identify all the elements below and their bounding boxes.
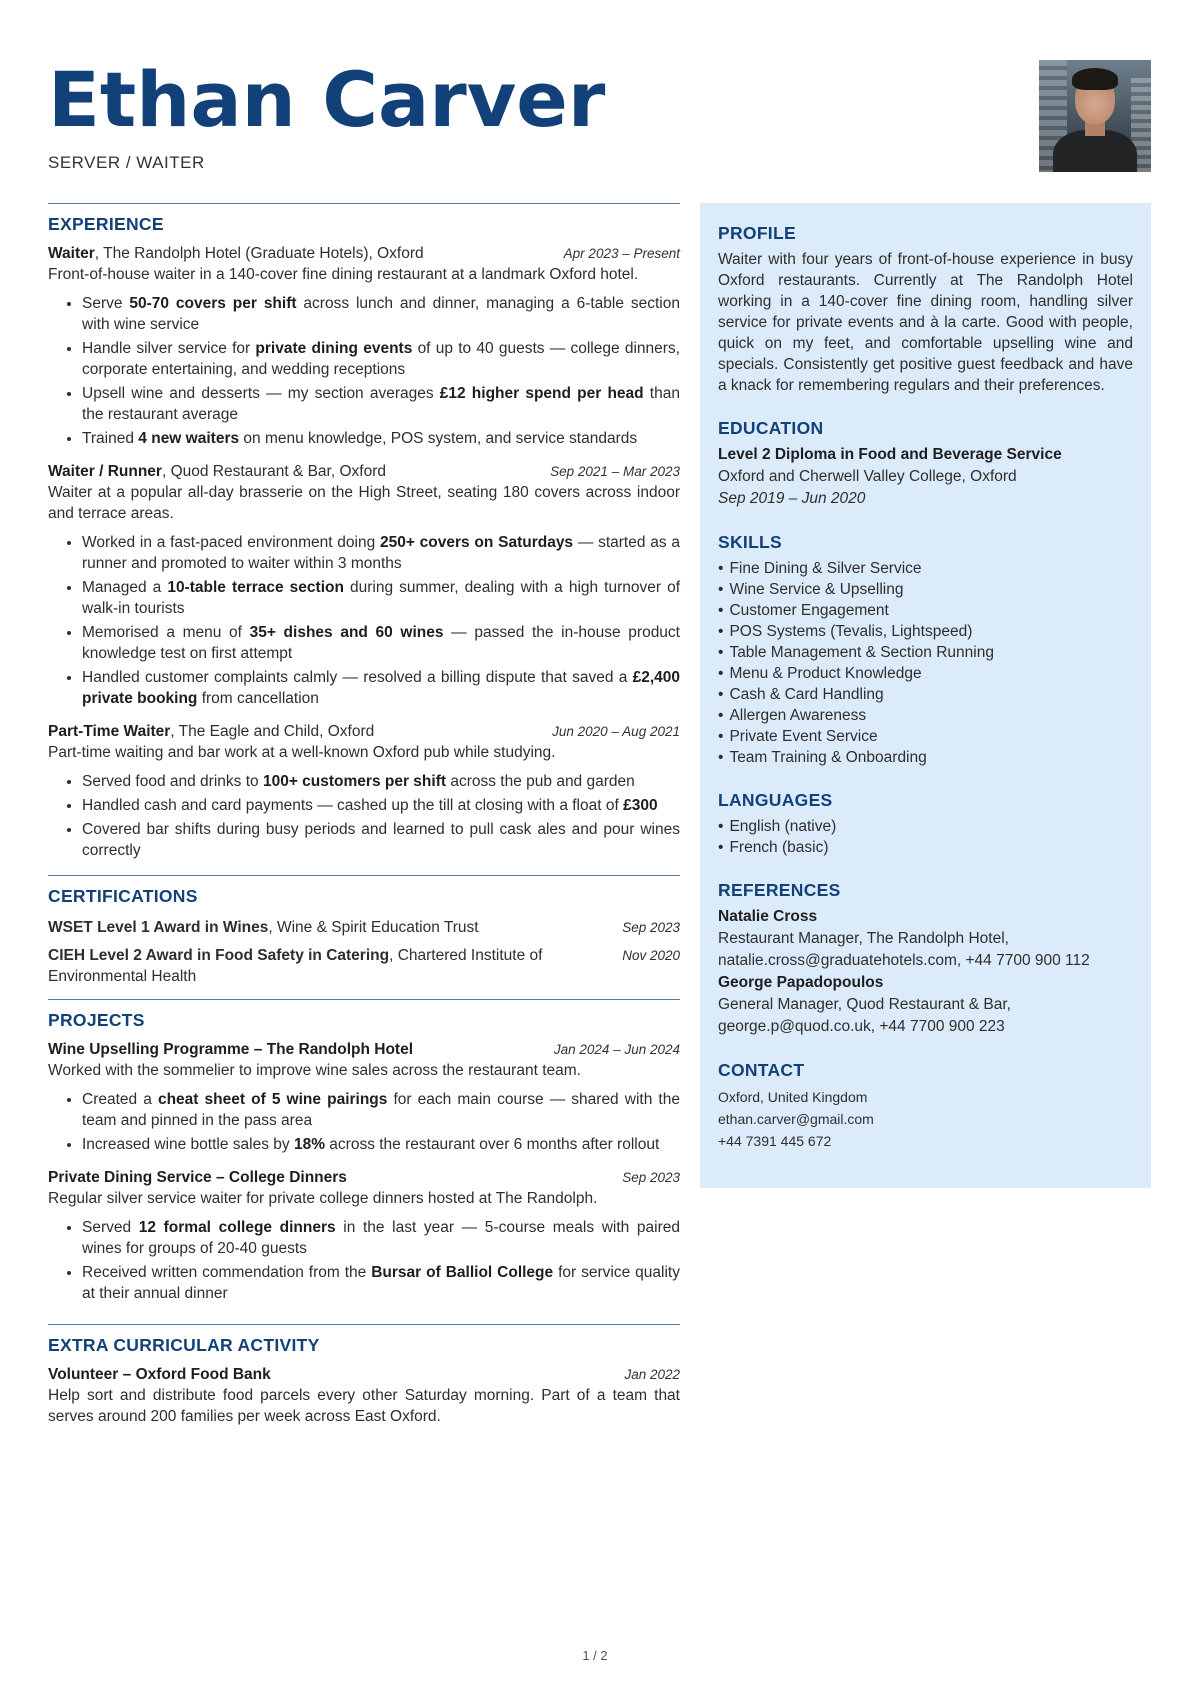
section-title-languages: LANGUAGES	[718, 790, 833, 810]
language-item: • English (native)	[718, 816, 1133, 837]
job-role: Part-Time Waiter	[48, 723, 171, 740]
section-title-certifications: CERTIFICATIONS	[48, 886, 198, 906]
job-employer: , The Eagle and Child, Oxford	[170, 723, 375, 740]
entry-header	[48, 1169, 680, 1187]
certification-item	[48, 945, 680, 987]
bullet-text: — passed the in-house product knowledge test on first attempt	[82, 624, 680, 662]
experience-entry	[48, 723, 680, 861]
entry-description: Worked with the sommelier to improve wine sales across the restaurant team.	[48, 1062, 581, 1079]
main-column	[48, 203, 680, 1427]
bullet-text: across lunch and dinner, managing a 6-table section with wine service	[82, 295, 680, 333]
entry-description: Help sort and distribute food parcels every other Saturday morning. Part of a team that serves around 200 families per week across East Oxford.	[48, 1387, 680, 1425]
bullet-highlight: 35+ dishes and 60 wines	[249, 624, 444, 641]
contact-location: Oxford, United Kingdom	[718, 1089, 868, 1105]
languages-section	[718, 790, 1133, 858]
skill-item: • POS Systems (Tevalis, Lightspeed)	[718, 621, 1133, 642]
entry-header	[48, 1041, 680, 1059]
bullet-text: than the restaurant average	[82, 385, 680, 423]
bullet-item	[82, 532, 680, 574]
references-section	[718, 880, 1133, 1038]
bullet-highlight: Bursar of Balliol College	[371, 1264, 554, 1281]
certification-org: , Chartered Institute of Environmental Health	[48, 947, 543, 985]
bullet-list	[48, 771, 680, 861]
bullet-highlight: 10-table terrace section	[167, 579, 344, 596]
entry-description: Part-time waiting and bar work at a well-known Oxford pub while studying.	[48, 744, 556, 761]
bullet-highlight: £2,400 private booking	[82, 669, 680, 707]
entry-date: Jan 2022	[624, 1367, 680, 1382]
languages-list	[718, 816, 1133, 858]
profile-photo	[1039, 60, 1151, 172]
entry-date: Apr 2023 – Present	[563, 246, 680, 261]
education-degree: Level 2 Diploma in Food and Beverage Service	[718, 446, 1062, 463]
skill-item: • Wine Service & Upselling	[718, 579, 1133, 600]
bullet-text: Handled customer complaints calmly — resolved a billing dispute that saved a	[82, 669, 633, 686]
bullet-highlight: £12 higher spend per head	[439, 385, 644, 402]
bullet-text: during summer, dealing with a high turnover of walk-in tourists	[82, 579, 680, 617]
skills-list	[718, 558, 1133, 768]
bullet-text: for each main course — shared with the team and pinned in the pass area	[82, 1091, 680, 1129]
certification-org: , Wine & Spirit Education Trust	[268, 919, 479, 936]
projects-section	[48, 999, 680, 1304]
skill-item: • Private Event Service	[718, 726, 1133, 747]
entry-header	[48, 245, 680, 263]
entry-title-wrap	[48, 1041, 413, 1059]
bullet-text: Served food and drinks to	[82, 773, 263, 790]
extra-curricular-section	[48, 1324, 680, 1427]
project-entry	[48, 1041, 680, 1155]
certification-item	[48, 917, 680, 938]
entry-date: Sep 2023	[622, 1170, 680, 1185]
entry-date: Jun 2020 – Aug 2021	[552, 724, 680, 739]
entry-title-wrap	[48, 1169, 347, 1187]
certification-date: Nov 2020	[622, 948, 680, 963]
experience-section	[48, 203, 680, 861]
entry-title	[48, 723, 374, 741]
skill-item: • Fine Dining & Silver Service	[718, 558, 1133, 579]
bullet-list	[48, 1089, 680, 1155]
bullet-item	[82, 667, 680, 709]
education-school: Oxford and Cherwell Valley College, Oxford	[718, 468, 1017, 485]
section-title-profile: PROFILE	[718, 223, 796, 243]
certification-title	[48, 945, 602, 987]
bullet-list	[48, 532, 680, 709]
language-item: • French (basic)	[718, 837, 1133, 858]
certification-name: CIEH Level 2 Award in Food Safety in Catering	[48, 947, 390, 964]
entry-date: Sep 2021 – Mar 2023	[550, 464, 680, 479]
bullet-list	[48, 1217, 680, 1304]
entry-description: Regular silver service waiter for private college dinners hosted at The Randolph.	[48, 1190, 598, 1207]
job-role: Waiter / Runner	[48, 463, 162, 480]
contact-phone[interactable]: +44 7391 445 672	[718, 1133, 832, 1149]
bullet-text: on menu knowledge, POS system, and service standards	[239, 430, 638, 447]
bullet-item	[82, 795, 680, 816]
bullet-text: across the pub and garden	[446, 773, 635, 790]
certification-title	[48, 917, 479, 938]
bullet-text: — started as a runner and promoted to waiter within 3 months	[82, 534, 680, 572]
job-role: Waiter	[48, 245, 95, 262]
bullet-item	[82, 577, 680, 619]
bullet-item	[82, 771, 680, 792]
education-dates: Sep 2019 – Jun 2020	[718, 490, 866, 507]
entry-description: Front-of-house waiter in a 140-cover fine dining restaurant at a landmark Oxford hotel.	[48, 266, 639, 283]
section-divider	[48, 875, 680, 876]
bullet-item	[82, 293, 680, 335]
experience-entry	[48, 463, 680, 709]
entry-header	[48, 1366, 680, 1384]
entry-date: Jan 2024 – Jun 2024	[553, 1042, 680, 1057]
skill-item: • Team Training & Onboarding	[718, 747, 1133, 768]
bullet-text: of up to 40 guests — college dinners, corporate entertaining, and wedding receptions	[82, 340, 680, 378]
bullet-item	[82, 622, 680, 664]
bullet-item	[82, 428, 680, 449]
section-title-education: EDUCATION	[718, 418, 824, 438]
bullet-highlight: 100+ customers per shift	[262, 773, 447, 790]
section-title-contact: CONTACT	[718, 1060, 805, 1080]
entry-description: Waiter at a popular all-day brasserie on the High Street, seating 180 covers across indoor and terrace areas.	[48, 484, 680, 522]
profile-text: Waiter with four years of front-of-house experience in busy Oxford restaurants. Currently at The Randolph Hotel working in a 140-cover fine dining room, handling silver service for private events and à la carte. Good with people, quick on my feet, and comfortable upselling wine and specials. Consistently get positive guest feedback and have a knack for remembering regulars and their preferences.	[718, 251, 1133, 394]
education-section	[718, 418, 1133, 510]
job-employer: , Quod Restaurant & Bar, Oxford	[161, 463, 386, 480]
bullet-highlight: 18%	[293, 1136, 325, 1153]
profile-section	[718, 223, 1133, 396]
bullet-highlight: 250+ covers on Saturdays	[379, 534, 574, 551]
project-entry	[48, 1169, 680, 1304]
certification-name: WSET Level 1 Award in Wines	[48, 919, 269, 936]
bullet-item	[82, 1217, 680, 1259]
bullet-text: across the restaurant over 6 months after rollout	[324, 1136, 660, 1153]
job-employer: , The Randolph Hotel (Graduate Hotels), Oxford	[94, 245, 424, 262]
bullet-highlight: 12 formal college dinners	[138, 1219, 336, 1236]
bullet-text: Created a	[82, 1091, 158, 1108]
section-title-skills: SKILLS	[718, 532, 783, 552]
bullet-text: Served	[82, 1219, 139, 1236]
page-number: 1 / 2	[582, 1648, 608, 1663]
bullet-text: for service quality at their annual dinner	[82, 1264, 680, 1302]
skill-item: • Menu & Product Knowledge	[718, 663, 1133, 684]
entry-header	[48, 463, 680, 481]
candidate-name: Ethan Carver	[48, 55, 606, 144]
contact-email[interactable]: ethan.carver@gmail.com	[718, 1111, 874, 1127]
bullet-text: from cancellation	[197, 690, 319, 707]
bullet-item	[82, 1089, 680, 1131]
bullet-highlight: 50-70 covers per shift	[129, 295, 297, 312]
bullet-text: Trained	[82, 430, 139, 447]
reference-detail: Restaurant Manager, The Randolph Hotel, natalie.cross@graduatehotels.com, +44 7700 900 112	[718, 930, 1090, 969]
bullet-text: Handled cash and card payments — cashed up the till at closing with a float of	[82, 797, 624, 814]
bullet-list	[48, 293, 680, 449]
sidebar	[700, 203, 1151, 1188]
section-divider	[48, 1324, 680, 1325]
section-title-extra: EXTRA CURRICULAR ACTIVITY	[48, 1335, 320, 1355]
project-name: Wine Upselling Programme – The Randolph Hotel	[48, 1041, 414, 1058]
bullet-text: Memorised a menu of	[82, 624, 250, 641]
bullet-highlight: private dining events	[255, 340, 413, 357]
certifications-section	[48, 875, 680, 987]
bullet-text: Covered bar shifts during busy periods and learned to pull cask ales and pour wines correctly	[82, 821, 680, 859]
skill-item: • Allergen Awareness	[718, 705, 1133, 726]
bullet-item	[82, 819, 680, 861]
bullet-item	[82, 338, 680, 380]
bullet-highlight: cheat sheet of 5 wine pairings	[157, 1091, 388, 1108]
bullet-text: Worked in a fast-paced environment doing	[82, 534, 380, 551]
skills-section	[718, 532, 1133, 768]
reference-name: Natalie Cross	[718, 908, 818, 925]
skill-item: • Table Management & Section Running	[718, 642, 1133, 663]
bullet-item	[82, 383, 680, 425]
skill-item: • Cash & Card Handling	[718, 684, 1133, 705]
bullet-text: Serve	[82, 295, 130, 312]
entry-title	[48, 463, 386, 481]
certification-date: Sep 2023	[622, 920, 680, 935]
experience-entry	[48, 245, 680, 449]
section-title-projects: PROJECTS	[48, 1010, 145, 1030]
bullet-text: Managed a	[82, 579, 168, 596]
bullet-text: Received written commendation from the	[82, 1264, 372, 1281]
entry-header	[48, 723, 680, 741]
bullet-item	[82, 1134, 680, 1155]
reference-detail: General Manager, Quod Restaurant & Bar, george.p@quod.co.uk, +44 7700 900 223	[718, 996, 1011, 1035]
job-title: SERVER / WAITER	[48, 153, 205, 172]
project-name: Private Dining Service – College Dinners	[48, 1169, 347, 1186]
entry-title	[48, 245, 424, 263]
bullet-text: in the last year — 5-course meals with paired wines for groups of 20-40 guests	[82, 1219, 680, 1257]
section-divider	[48, 203, 680, 204]
bullet-highlight: £300	[623, 797, 658, 814]
bullet-text: Increased wine bottle sales by	[82, 1136, 294, 1153]
section-title-references: REFERENCES	[718, 880, 841, 900]
bullet-text: Handle silver service for	[82, 340, 256, 357]
contact-section	[718, 1060, 1133, 1152]
bullet-item	[82, 1262, 680, 1304]
skill-item: • Customer Engagement	[718, 600, 1133, 621]
reference-name: George Papadopoulos	[718, 974, 884, 991]
section-divider	[48, 999, 680, 1000]
bullet-highlight: 4 new waiters	[138, 430, 240, 447]
entry-title: Volunteer – Oxford Food Bank	[48, 1366, 271, 1383]
section-title-experience: EXPERIENCE	[48, 214, 164, 234]
bullet-text: Upsell wine and desserts — my section averages	[82, 385, 440, 402]
